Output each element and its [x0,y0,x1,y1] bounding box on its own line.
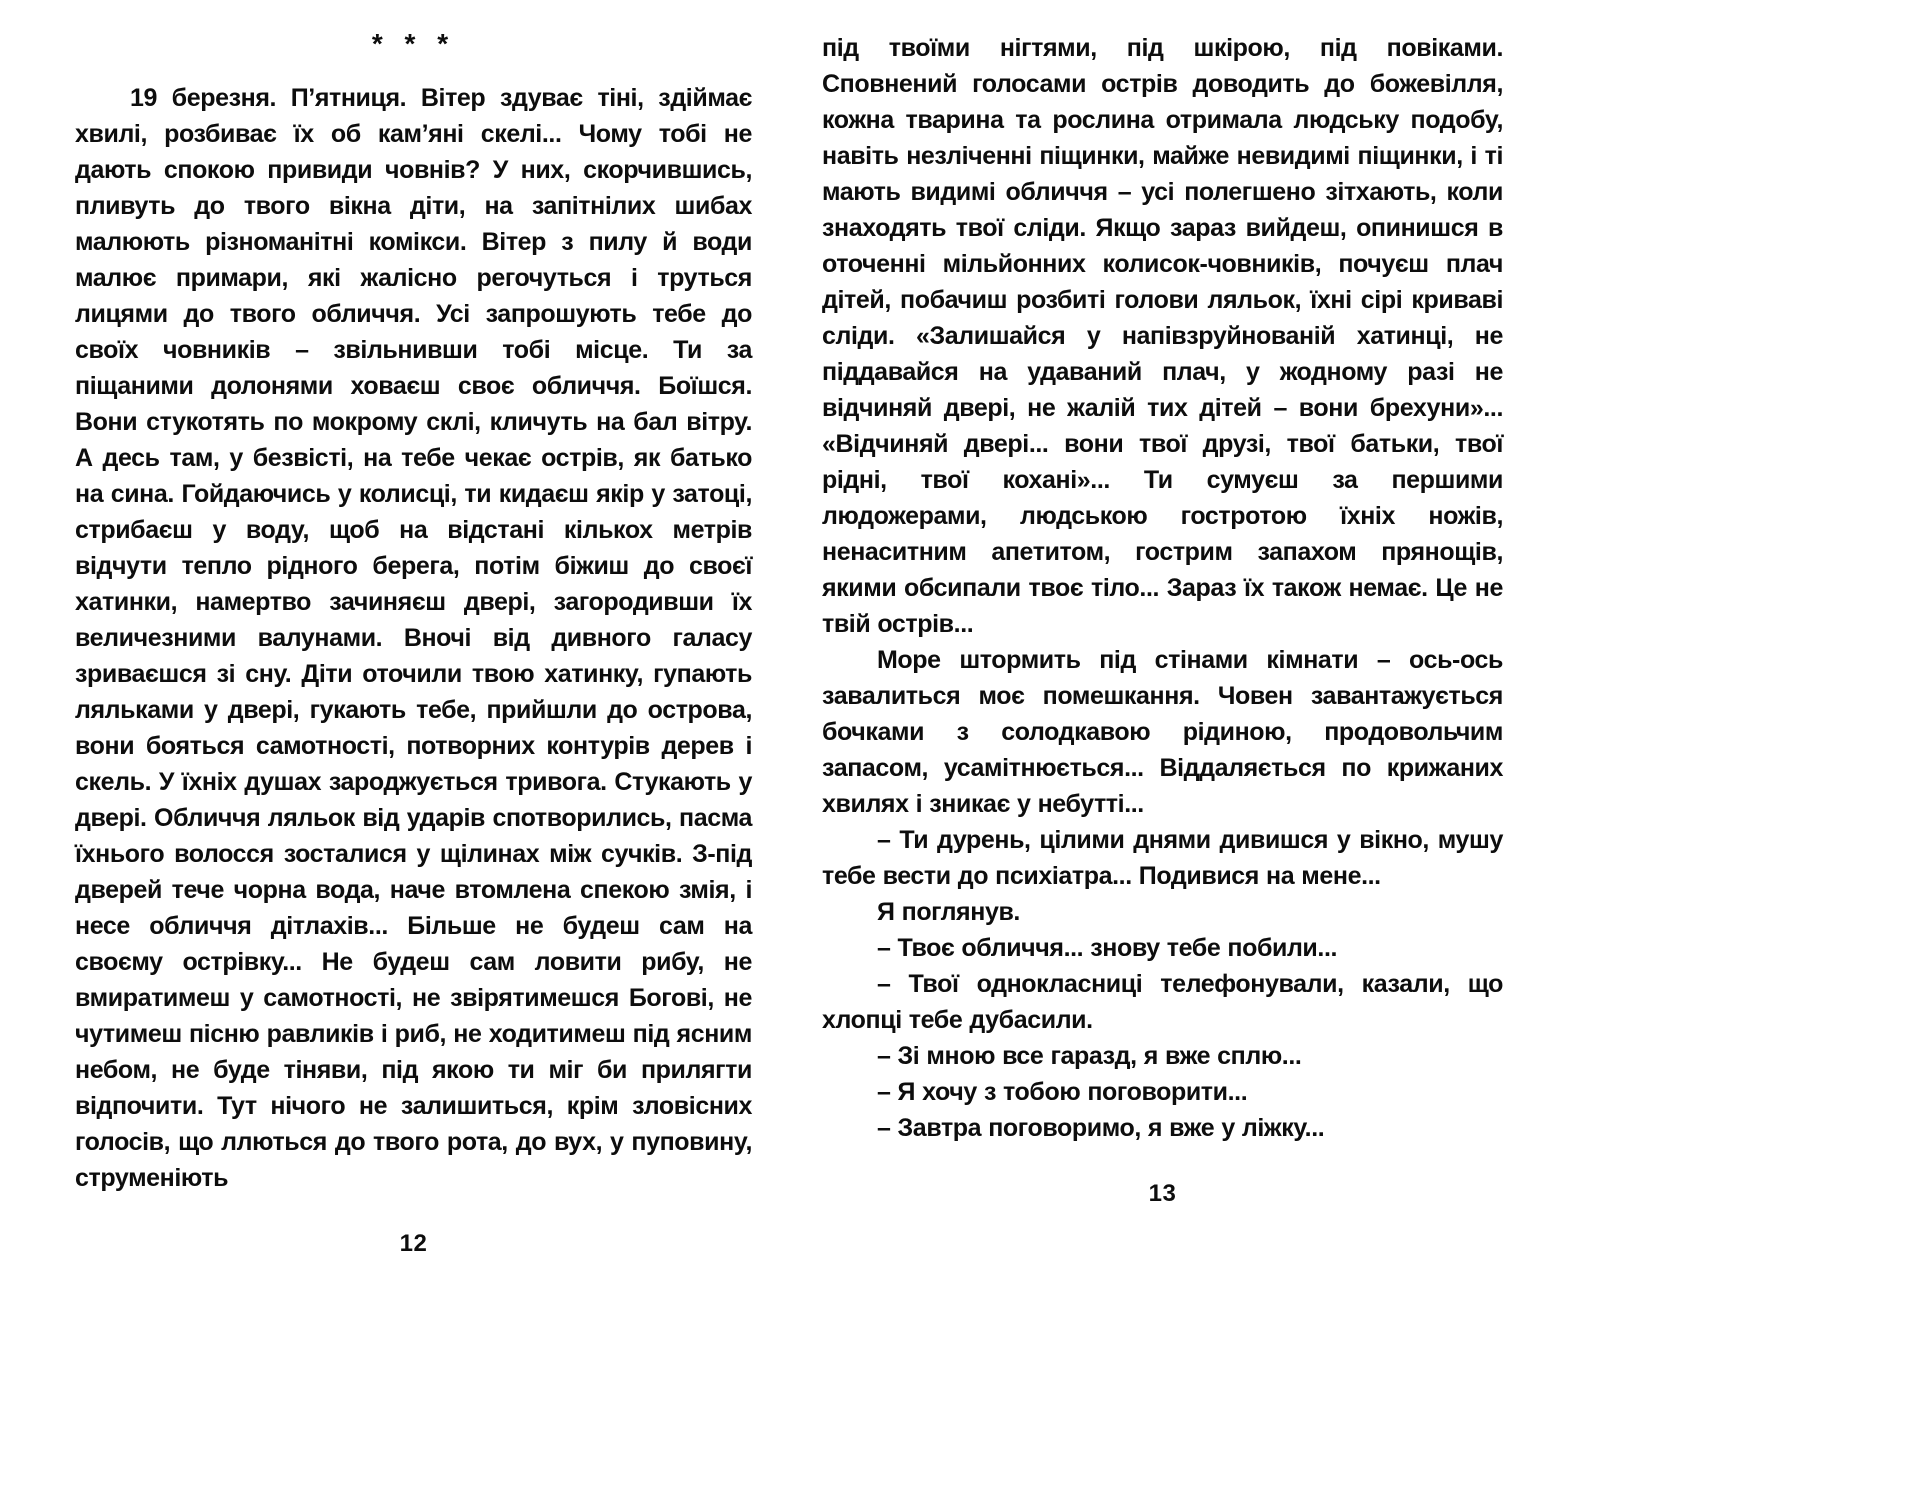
paragraph: – Твої однокласниці телефонували, казали, що хлопці тебе дубасили. [822,970,1503,1034]
paragraph: Я поглянув. [877,898,1020,926]
paragraph: – Я хочу з тобою поговорити... [877,1078,1248,1106]
section-marker: * * * [371,28,456,59]
paragraph: – Зі мною все гаразд, я вже сплю... [877,1042,1302,1070]
page-number-right: 13 [1148,1180,1177,1207]
paragraph: під твоїми нігтями, під шкірою, під повіками. Сповнений голосами острів доводить до божевілля, кожна тварина та рослина отримала людську подобу, навіть незліченні піщинки, майже невидимі піщинки, і ті мають видимі обличчя – усі полегшено зітхають, коли знаходять твої сліди. Якщо зараз вийдеш, опинишся в оточенні мільйонних колисок-човників, почуєш плач дітей, побачиш розбиті голови ляльок, їхні сірі криваві сліди. «Залишайся у напівзруйнованій хатинці, не піддавайся на удаваний плач, у жодному разі не відчиняй двері, не жалій тих дітей – вони брехуни»... «Відчиняй двері... вони твої друзі, твої батьки, твої рідні, твої кохані»... Ти сумуєш за першими людожерами, людською гостротою їхніх ножів, ненаситним апетитом, гострим запахом прянощів, якими обсипали твоє тіло... Зараз їх також немає. Це не твій острів... [822,34,1503,638]
page-left [75,0,752,1494]
paragraph: 19 березня. П’ятниця. Вітер здуває тіні, здіймає хвилі, розбиває їх об кам’яні скелі... Чому тобі не дають спокою привиди човнів? У них, скорчившись, пливуть до твого вікна діти, на запітнілих шибах малюють різноманітні комікси. Вітер з пилу й води малює примари, які жалісно регочуться і труться лицями до твого обличчя. Усі запрошують тебе до своїх човників – звільнивши тобі місце. Ти за піщаними долонями ховаєш своє обличчя. Боїшся. Вони стукотять по мокрому склі, кличуть на бал вітру. А десь там, у безвісті, на тебе чекає острів, як батько на сина. Гойдаючись у колисці, ти кидаєш якір у затоці, стрибаєш у воду, щоб на відстані кількох метрів відчути тепло рідного берега, потім біжиш до своєї хатинки, намертво зачиняєш двері, загородивши їх величезними валунами. Вночі від дивного галасу зриваєшся зі сну. Діти оточили твою хатинку, гупають ляльками у двері, гукають тебе, прийшли до острова, вони бояться самотності, потворних контурів дерев і скель. У їхніх душах зароджується тривога. Стукають у двері. Обличчя ляльок від ударів спотворились, пасма їхнього волосся зосталися у щілинах між сучків. З-під дверей тече чорна вода, наче втомлена спекою змія, і несе обличчя дітлахів... Більше не будеш сам на своєму острівку... Не будеш сам ловити рибу, не вмиратимеш у самотності, не звірятимешся Богові, не чутимеш пісню равликів і риб, не ходитимеш під ясним небом, не буде тіняви, під якою ти міг би прилягти відпочити. Тут нічого не залишиться, крім зловісних голосів, що ллються до твого рота, до вух, у пуповину, струменіють [75,84,752,1192]
paragraph: – Завтра поговоримо, я вже у ліжку... [877,1114,1325,1142]
page-number-left: 12 [399,1230,428,1257]
paragraph: – Ти дурень, цілими днями дивишся у вікно, мушу тебе вести до психіатра... Подивися на мене... [822,826,1503,890]
paragraph: – Твоє обличчя... знову тебе побили... [877,934,1338,962]
page-right [822,0,1503,1494]
paragraph: Море штормить під стінами кімнати – ось-ось завалиться моє помешкання. Човен завантажується бочками з солодкавою рідиною, продовольчим запасом, усамітнюється... Віддаляється по крижаних хвилях і зникає у небутті... [822,646,1503,818]
